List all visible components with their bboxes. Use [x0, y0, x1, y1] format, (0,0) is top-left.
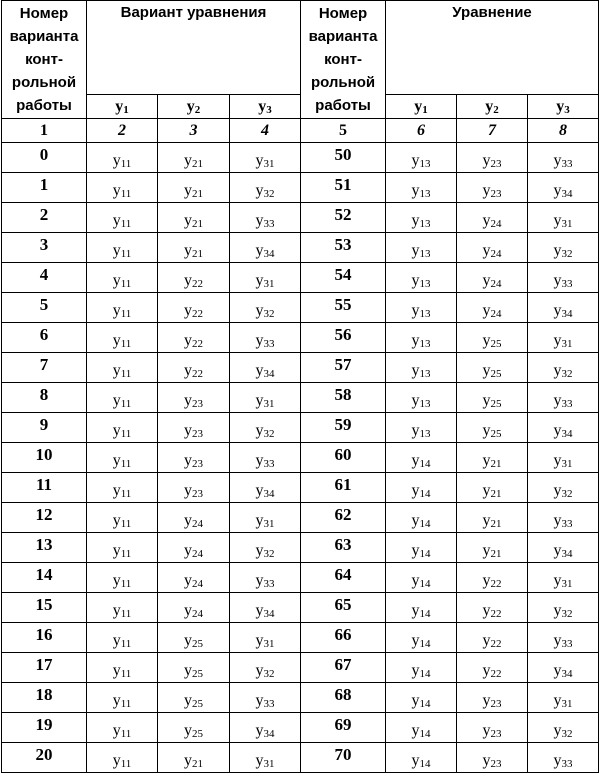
- equation-cell: $y_{32}$: [230, 533, 301, 563]
- equation-cell: $y_{25}$: [457, 353, 528, 383]
- variant-number: 68: [301, 683, 386, 713]
- equation-cell: $y_{31}$: [528, 563, 599, 593]
- variant-number: 58: [301, 383, 386, 413]
- equation-cell: $y_{34}$: [230, 233, 301, 263]
- variant-number: 0: [2, 143, 87, 173]
- equation-cell: $y_{24}$: [158, 563, 230, 593]
- variant-number: 66: [301, 623, 386, 653]
- equation-cell: $y_{31}$: [230, 383, 301, 413]
- equation-cell: $y_{21}$: [158, 233, 230, 263]
- variant-number: 64: [301, 563, 386, 593]
- y2-header: $y_2$: [158, 95, 230, 119]
- equation-cell: $y_{23}$: [158, 383, 230, 413]
- equation-cell: $y_{11}$: [87, 353, 158, 383]
- equation-cell: $y_{23}$: [457, 143, 528, 173]
- equation-cell: $y_{25}$: [457, 383, 528, 413]
- equation-cell: $y_{13}$: [386, 293, 457, 323]
- equation-cell: $y_{11}$: [87, 743, 158, 773]
- table-row: [2, 323, 599, 353]
- equation-cell: $y_{11}$: [87, 623, 158, 653]
- equation-cell: $y_{14}$: [386, 623, 457, 653]
- equation-cell: $y_{31}$: [230, 503, 301, 533]
- equation-cell: $y_{25}$: [158, 623, 230, 653]
- equation-cell: $y_{24}$: [158, 533, 230, 563]
- variant-number: 56: [301, 323, 386, 353]
- equation-cell: $y_{11}$: [87, 533, 158, 563]
- equation-cell: $y_{14}$: [386, 503, 457, 533]
- equation-cell: $y_{23}$: [158, 473, 230, 503]
- column-number: 1: [2, 119, 87, 143]
- equation-cell: $y_{22}$: [158, 293, 230, 323]
- table-row: [2, 503, 599, 533]
- equation-cell: $y_{13}$: [386, 233, 457, 263]
- equation-cell: $y_{21}$: [158, 743, 230, 773]
- equation-cell: $y_{33}$: [528, 623, 599, 653]
- equation-cell: $y_{31}$: [528, 683, 599, 713]
- variant-number: 14: [2, 563, 87, 593]
- equation-cell: $y_{25}$: [158, 653, 230, 683]
- variant-number: 16: [2, 623, 87, 653]
- equation-cell: $y_{32}$: [528, 713, 599, 743]
- equation-cell: $y_{14}$: [386, 563, 457, 593]
- variant-number: 69: [301, 713, 386, 743]
- table-row: [2, 143, 599, 173]
- equation-cell: $y_{24}$: [457, 263, 528, 293]
- table-row: [2, 263, 599, 293]
- variant-number: 59: [301, 413, 386, 443]
- equation-cell: $y_{24}$: [457, 293, 528, 323]
- variant-number: 9: [2, 413, 87, 443]
- equation-cell: $y_{13}$: [386, 173, 457, 203]
- variant-number: 3: [2, 233, 87, 263]
- variant-number: 15: [2, 593, 87, 623]
- equation-cell: $y_{22}$: [457, 593, 528, 623]
- y2-header-right: $y_2$: [457, 95, 528, 119]
- variant-number: 2: [2, 203, 87, 233]
- variant-number-header: Номер варианта конт- рольной работы: [2, 1, 87, 119]
- table-row: [2, 683, 599, 713]
- equation-cell: $y_{11}$: [87, 413, 158, 443]
- variant-number: 19: [2, 713, 87, 743]
- equation-cell: $y_{33}$: [230, 683, 301, 713]
- equation-cell: $y_{31}$: [230, 143, 301, 173]
- equation-cell: $y_{23}$: [158, 413, 230, 443]
- table-row: [2, 743, 599, 773]
- variant-number: 8: [2, 383, 87, 413]
- equation-cell: $y_{34}$: [528, 173, 599, 203]
- equation-cell: $y_{33}$: [528, 383, 599, 413]
- equation-header: Уравнение: [386, 1, 599, 95]
- variant-number: 67: [301, 653, 386, 683]
- y3-header: $y_3$: [230, 95, 301, 119]
- equation-cell: $y_{11}$: [87, 713, 158, 743]
- equation-cell: $y_{11}$: [87, 203, 158, 233]
- equation-cell: $y_{33}$: [528, 503, 599, 533]
- equation-cell: $y_{31}$: [528, 203, 599, 233]
- equation-cell: $y_{14}$: [386, 443, 457, 473]
- table-row: [2, 443, 599, 473]
- equation-cell: $y_{34}$: [230, 353, 301, 383]
- variant-number: 61: [301, 473, 386, 503]
- equation-cell: $y_{23}$: [457, 713, 528, 743]
- equation-cell: $y_{31}$: [230, 623, 301, 653]
- table-row: [2, 383, 599, 413]
- equation-cell: $y_{32}$: [528, 233, 599, 263]
- column-number: 7: [457, 119, 528, 143]
- equation-cell: $y_{22}$: [457, 563, 528, 593]
- equation-cell: $y_{32}$: [230, 653, 301, 683]
- equation-cell: $y_{11}$: [87, 173, 158, 203]
- equation-cell: $y_{13}$: [386, 143, 457, 173]
- equation-cell: $y_{24}$: [158, 593, 230, 623]
- equation-cell: $y_{13}$: [386, 353, 457, 383]
- equation-cell: $y_{33}$: [230, 563, 301, 593]
- equation-cell: $y_{22}$: [457, 653, 528, 683]
- equation-cell: $y_{14}$: [386, 743, 457, 773]
- table-row: [2, 203, 599, 233]
- equation-cell: $y_{13}$: [386, 323, 457, 353]
- equation-cell: $y_{11}$: [87, 563, 158, 593]
- equation-cell: $y_{14}$: [386, 473, 457, 503]
- table-row: [2, 533, 599, 563]
- equation-cell: $y_{33}$: [528, 743, 599, 773]
- equation-cell: $y_{14}$: [386, 533, 457, 563]
- equation-cell: $y_{13}$: [386, 383, 457, 413]
- equation-cell: $y_{32}$: [528, 473, 599, 503]
- equation-cell: $y_{25}$: [158, 683, 230, 713]
- equation-cell: $y_{23}$: [457, 683, 528, 713]
- table-row: [2, 233, 599, 263]
- variant-number: 63: [301, 533, 386, 563]
- equation-cell: $y_{24}$: [457, 203, 528, 233]
- table-body: [2, 143, 599, 773]
- equation-cell: $y_{33}$: [230, 323, 301, 353]
- variant-number: 50: [301, 143, 386, 173]
- table-row: [2, 413, 599, 443]
- equation-cell: $y_{33}$: [528, 143, 599, 173]
- equation-cell: $y_{13}$: [386, 203, 457, 233]
- y1-header: $y_1$: [87, 95, 158, 119]
- equation-cell: $y_{34}$: [528, 413, 599, 443]
- equation-cell: $y_{31}$: [230, 743, 301, 773]
- equation-cell: $y_{11}$: [87, 233, 158, 263]
- variant-number: 13: [2, 533, 87, 563]
- variant-number: 57: [301, 353, 386, 383]
- variant-number: 62: [301, 503, 386, 533]
- equation-cell: $y_{34}$: [528, 293, 599, 323]
- variant-number: 7: [2, 353, 87, 383]
- variant-number: 20: [2, 743, 87, 773]
- column-number: 3: [158, 119, 230, 143]
- variant-number: 6: [2, 323, 87, 353]
- equation-cell: $y_{32}$: [230, 413, 301, 443]
- column-number: 4: [230, 119, 301, 143]
- equation-cell: $y_{11}$: [87, 593, 158, 623]
- variant-number: 4: [2, 263, 87, 293]
- equation-cell: $y_{11}$: [87, 323, 158, 353]
- equation-cell: $y_{23}$: [158, 443, 230, 473]
- variant-table: [1, 0, 599, 773]
- equation-variant-header: Вариант уравнения: [87, 1, 301, 95]
- equation-cell: $y_{32}$: [230, 293, 301, 323]
- equation-cell: $y_{21}$: [158, 203, 230, 233]
- table-row: [2, 173, 599, 203]
- y3-header-right: $y_3$: [528, 95, 599, 119]
- equation-cell: $y_{11}$: [87, 443, 158, 473]
- equation-cell: $y_{24}$: [457, 233, 528, 263]
- equation-cell: $y_{25}$: [457, 323, 528, 353]
- variant-number: 17: [2, 653, 87, 683]
- variant-number: 53: [301, 233, 386, 263]
- equation-cell: $y_{11}$: [87, 653, 158, 683]
- equation-cell: $y_{21}$: [457, 533, 528, 563]
- y1-header-right: $y_1$: [386, 95, 457, 119]
- column-number: 2: [87, 119, 158, 143]
- equation-cell: $y_{21}$: [457, 473, 528, 503]
- equation-cell: $y_{11}$: [87, 503, 158, 533]
- equation-cell: $y_{14}$: [386, 683, 457, 713]
- variant-number: 5: [2, 293, 87, 323]
- equation-cell: $y_{22}$: [158, 323, 230, 353]
- equation-cell: $y_{11}$: [87, 473, 158, 503]
- column-number: 8: [528, 119, 599, 143]
- equation-cell: $y_{21}$: [158, 173, 230, 203]
- equation-cell: $y_{21}$: [457, 503, 528, 533]
- equation-cell: $y_{23}$: [457, 173, 528, 203]
- equation-cell: $y_{11}$: [87, 263, 158, 293]
- variant-number: 65: [301, 593, 386, 623]
- equation-cell: $y_{34}$: [230, 593, 301, 623]
- equation-cell: $y_{31}$: [528, 323, 599, 353]
- variant-number: 54: [301, 263, 386, 293]
- equation-cell: $y_{21}$: [457, 443, 528, 473]
- equation-cell: $y_{32}$: [528, 353, 599, 383]
- column-number: 6: [386, 119, 457, 143]
- table-row: [2, 593, 599, 623]
- equation-cell: $y_{31}$: [230, 263, 301, 293]
- equation-cell: $y_{14}$: [386, 593, 457, 623]
- equation-cell: $y_{33}$: [230, 443, 301, 473]
- variant-number: 51: [301, 173, 386, 203]
- equation-cell: $y_{25}$: [457, 413, 528, 443]
- variant-number: 18: [2, 683, 87, 713]
- variant-number: 55: [301, 293, 386, 323]
- equation-cell: $y_{11}$: [87, 293, 158, 323]
- column-number: 5: [301, 119, 386, 143]
- equation-cell: $y_{13}$: [386, 263, 457, 293]
- variant-number: 10: [2, 443, 87, 473]
- table-row: [2, 293, 599, 323]
- variant-number: 70: [301, 743, 386, 773]
- variant-number: 52: [301, 203, 386, 233]
- equation-cell: $y_{32}$: [230, 173, 301, 203]
- equation-cell: $y_{13}$: [386, 413, 457, 443]
- table-row: [2, 563, 599, 593]
- equation-cell: $y_{34}$: [230, 473, 301, 503]
- variant-number-header-right: Номер варианта конт- рольной работы: [301, 1, 386, 119]
- variant-number: 12: [2, 503, 87, 533]
- equation-cell: $y_{22}$: [158, 263, 230, 293]
- equation-cell: $y_{34}$: [230, 713, 301, 743]
- equation-cell: $y_{25}$: [158, 713, 230, 743]
- equation-cell: $y_{33}$: [230, 203, 301, 233]
- equation-cell: $y_{23}$: [457, 743, 528, 773]
- equation-cell: $y_{11}$: [87, 383, 158, 413]
- equation-cell: $y_{11}$: [87, 683, 158, 713]
- equation-cell: $y_{11}$: [87, 143, 158, 173]
- variant-number: 11: [2, 473, 87, 503]
- equation-cell: $y_{22}$: [158, 353, 230, 383]
- equation-cell: $y_{22}$: [457, 623, 528, 653]
- equation-cell: $y_{14}$: [386, 713, 457, 743]
- equation-cell: $y_{34}$: [528, 653, 599, 683]
- table-row: [2, 623, 599, 653]
- equation-cell: $y_{32}$: [528, 593, 599, 623]
- table-row: [2, 653, 599, 683]
- equation-cell: $y_{34}$: [528, 533, 599, 563]
- equation-cell: $y_{33}$: [528, 263, 599, 293]
- equation-cell: $y_{21}$: [158, 143, 230, 173]
- equation-cell: $y_{31}$: [528, 443, 599, 473]
- equation-cell: $y_{24}$: [158, 503, 230, 533]
- variant-number: 60: [301, 443, 386, 473]
- equation-cell: $y_{14}$: [386, 653, 457, 683]
- table-row: [2, 353, 599, 383]
- variant-number: 1: [2, 173, 87, 203]
- table-row: [2, 473, 599, 503]
